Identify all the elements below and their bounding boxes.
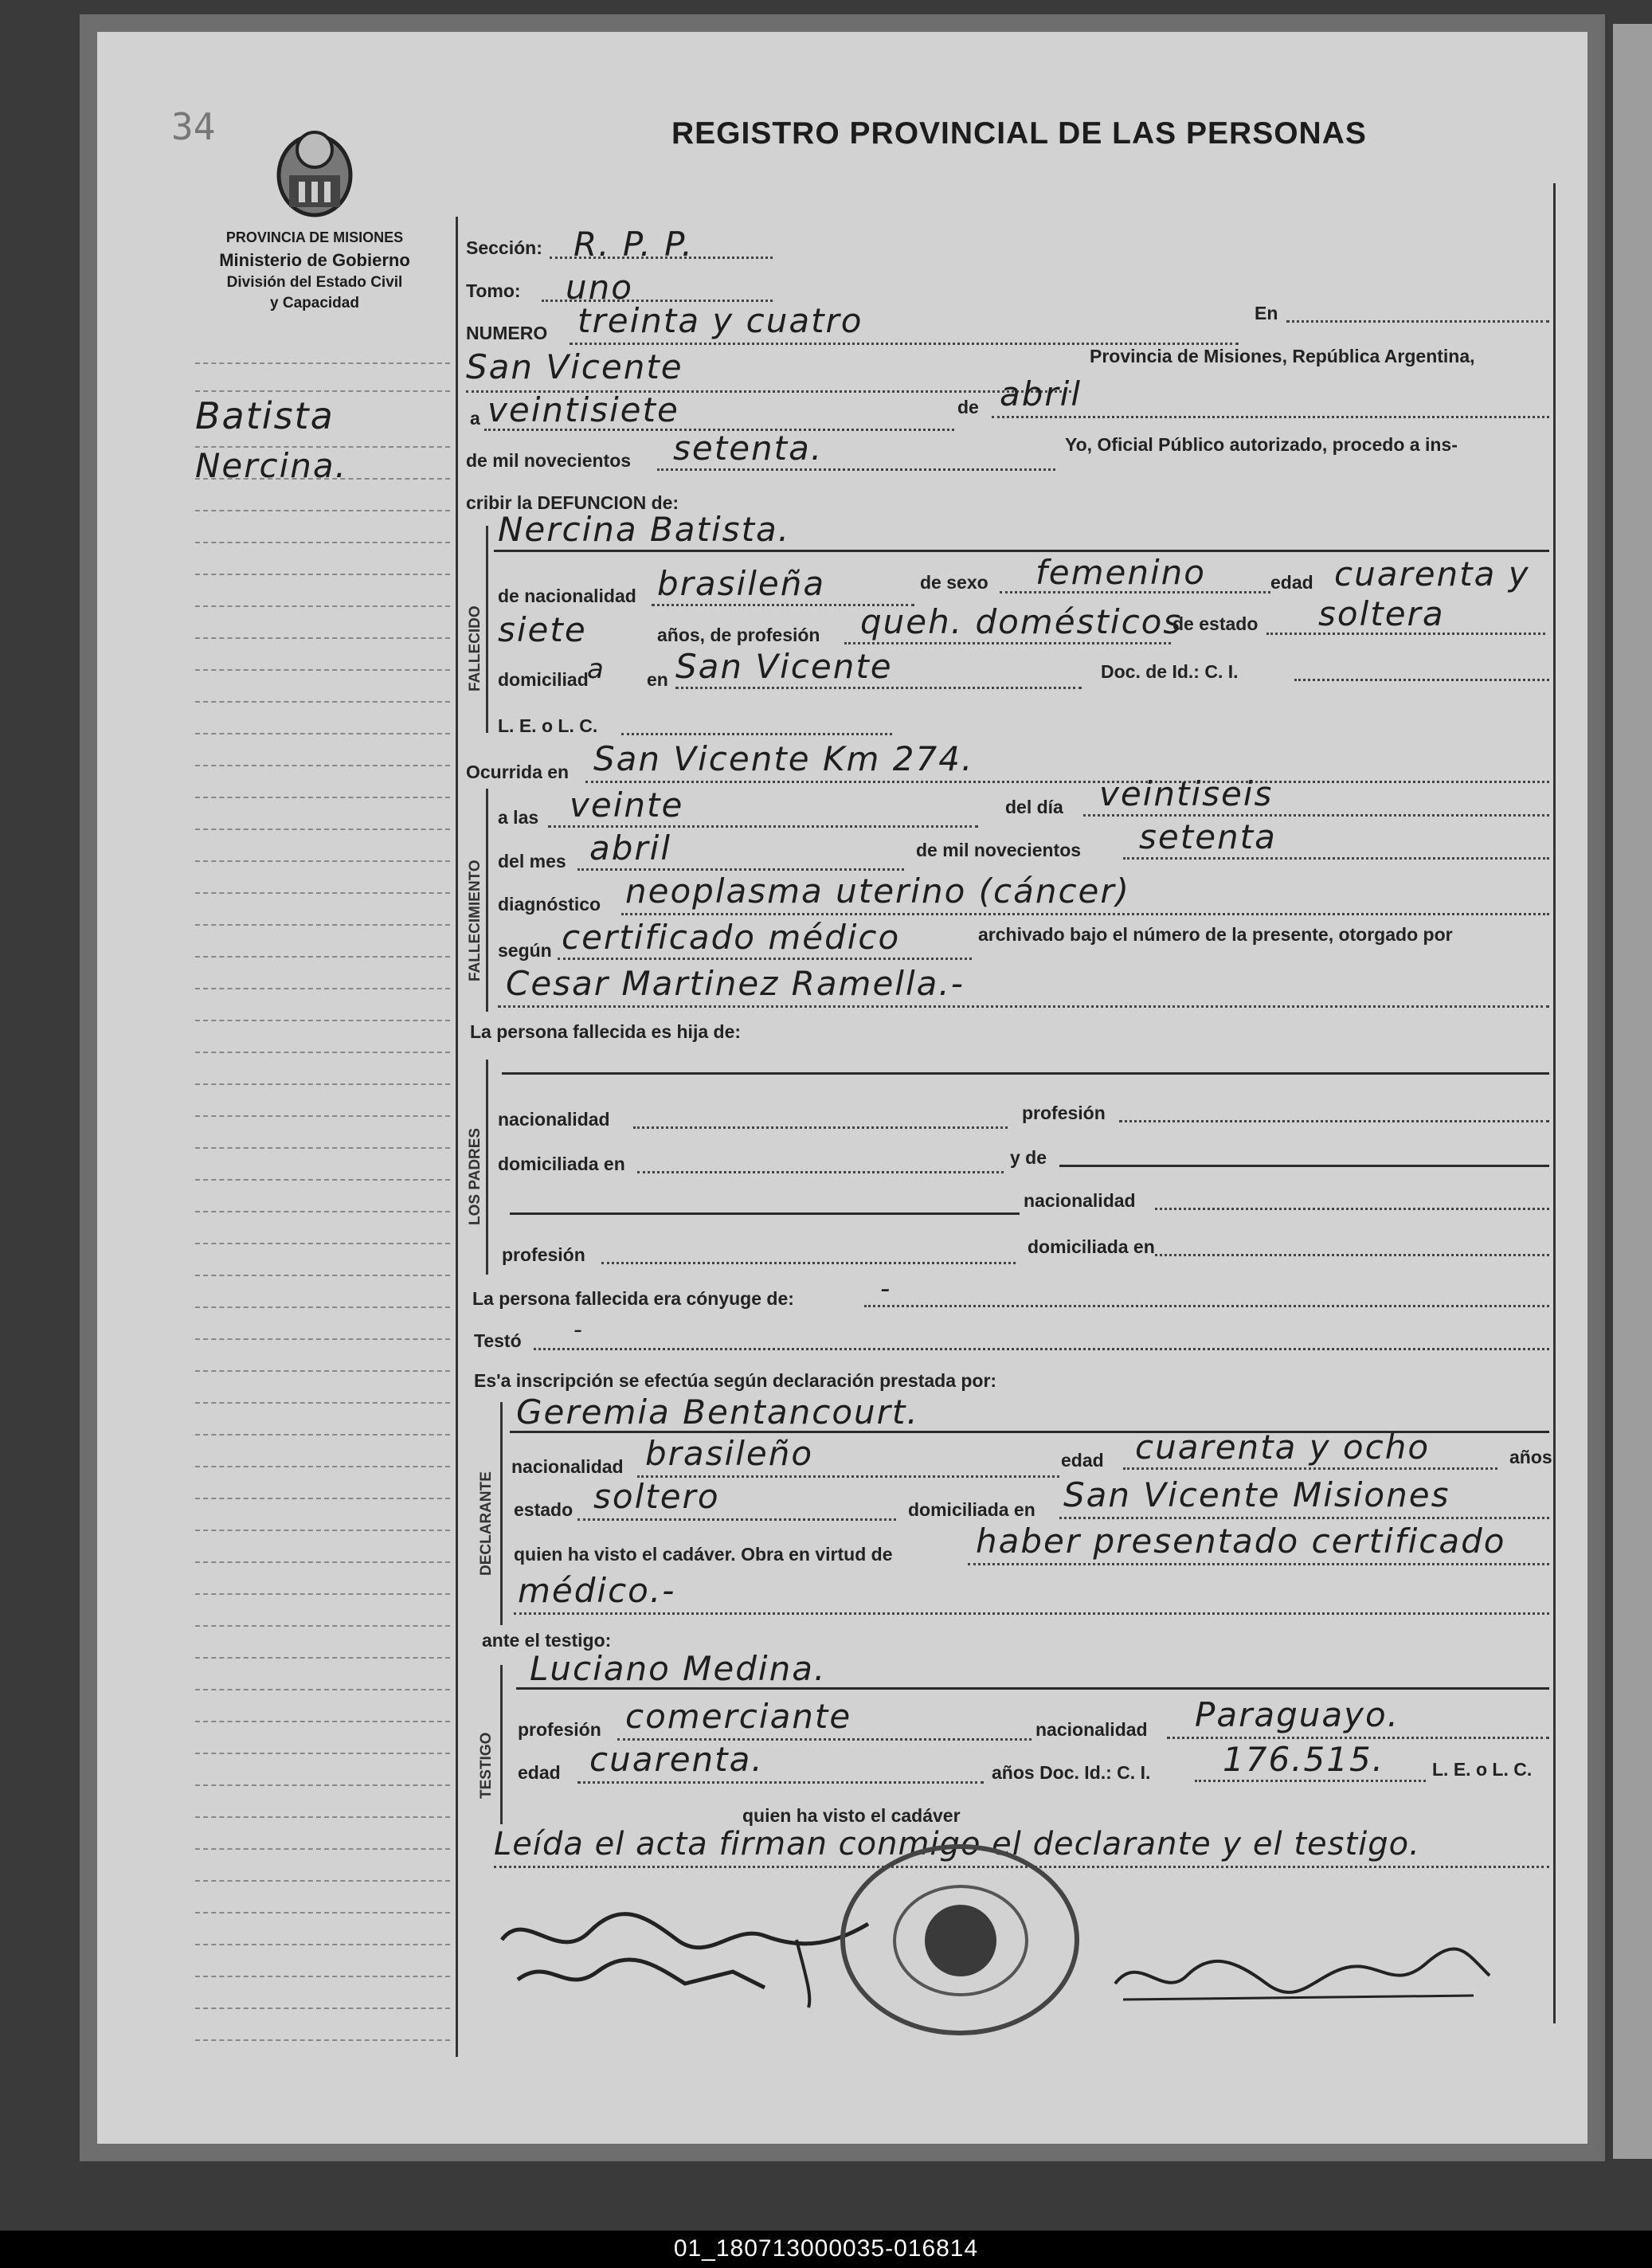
numero-value: treinta y cuatro — [577, 301, 863, 340]
ocurrida-label: Ocurrida en — [466, 762, 570, 782]
numero-label: NUMERO — [466, 323, 548, 343]
edad-value-2: siete — [498, 610, 587, 649]
test-doc-label: años Doc. Id.: C. I. — [992, 1762, 1151, 1783]
doc-id-label: Doc. de Id.: C. I. — [1101, 661, 1239, 682]
decl-nacionalidad-label: nacionalidad — [511, 1456, 624, 1477]
anio-fall-value: setenta — [1139, 817, 1277, 856]
decl-edad-label: edad — [1061, 1450, 1104, 1471]
diagnostico-label: diagnóstico — [498, 894, 601, 915]
tomo-value: uno — [566, 268, 633, 307]
domicilio-value: San Vicente — [675, 647, 893, 686]
test-edad-label: edad — [518, 1762, 561, 1783]
decl-estado-value: soltero — [593, 1477, 720, 1516]
caption-bar — [0, 2231, 1652, 2268]
decl-edad-value: cuarenta y ocho — [1135, 1428, 1431, 1467]
fallecimiento-bracket — [486, 789, 488, 1012]
sexo-label: de sexo — [920, 572, 988, 593]
test-ci-value: 176.515. — [1223, 1740, 1385, 1779]
lugar-value: San Vicente — [466, 347, 683, 386]
header-ministry: Ministerio de Gobierno — [219, 250, 410, 270]
decl-domicilio-label: domiciliada en — [908, 1499, 1035, 1520]
visto2-label: quien ha visto el cadáver — [742, 1805, 961, 1826]
mes-fall-value: abril — [589, 828, 672, 868]
hora-value: veinte — [570, 785, 684, 825]
cribir-label: cribir la DEFUNCION de: — [466, 492, 679, 513]
test-nacionalidad-label: nacionalidad — [1035, 1719, 1148, 1740]
hora-label: a las — [498, 807, 539, 828]
nacionalidad-label: de nacionalidad — [498, 586, 636, 606]
cierre-text: Leída el acta firman conmigo el declarante y el testigo. — [494, 1826, 1420, 1863]
header-division: División del Estado Civil — [226, 274, 403, 291]
seccion-label: Sección: — [466, 237, 542, 258]
dia-fall-value: veintiseis — [1099, 774, 1274, 813]
form-right-border — [1553, 183, 1556, 2023]
medico-value: Cesar Martinez Ramella.- — [506, 964, 965, 1003]
testigo-nombre: Luciano Medina. — [530, 1649, 827, 1688]
nacionalidad-value: brasileña — [657, 564, 826, 603]
fallecido-nombre: Nercina Batista. — [498, 510, 791, 549]
mes-value: abril — [1000, 374, 1082, 413]
province-crest-icon — [267, 119, 362, 223]
testo-value: - — [574, 1316, 584, 1344]
tomo-label: Tomo: — [466, 280, 521, 301]
provincia-label: Provincia de Misiones, República Argentina, — [1090, 346, 1475, 366]
segun-label: según — [498, 940, 552, 961]
domicilio-en-label: en — [647, 669, 668, 690]
declarante-side-label: DECLARANTE — [478, 1471, 495, 1576]
fallecido-bracket — [486, 526, 488, 733]
de-mil-label: de mil novecientos — [466, 450, 632, 471]
testo-label: Testó — [474, 1330, 522, 1351]
test-profesion-value: comerciante — [625, 1697, 852, 1736]
mes-label: del mes — [498, 851, 566, 872]
mil-label: de mil novecientos — [916, 840, 1082, 860]
a-label: a — [470, 408, 480, 429]
conyuge-label: La persona fallecida era cónyuge de: — [472, 1288, 794, 1309]
decl-estado-label: estado — [514, 1499, 574, 1520]
testigo-side-label: TESTIGO — [478, 1732, 495, 1799]
domiciliad-suffix: a — [587, 653, 605, 685]
test-edad-value: cuarenta. — [589, 1740, 764, 1779]
declarante-bracket — [500, 1402, 503, 1625]
hija-de-label: La persona fallecida es hija de: — [470, 1021, 742, 1042]
padre-nacionalidad-label: nacionalidad — [498, 1109, 610, 1130]
form-left-border — [456, 217, 458, 2057]
madre-profesion-label: profesión — [502, 1244, 585, 1265]
diagnostico-value: neoplasma uterino (cáncer) — [625, 872, 1131, 911]
official-seal-icon — [840, 1844, 1079, 2035]
profesion-label: años, de profesión — [657, 625, 820, 645]
estado-value: soltera — [1318, 594, 1445, 633]
anio-value: setenta. — [673, 429, 824, 468]
declarante-nombre: Geremia Bentancourt. — [516, 1393, 919, 1432]
margin-surname: Batista — [195, 394, 335, 437]
madre-nacionalidad-label: nacionalidad — [1024, 1190, 1136, 1211]
official-signature-icon — [1107, 1928, 1505, 2015]
sexo-value: femenino — [1035, 553, 1206, 592]
dia-label: del día — [1005, 797, 1063, 817]
declaracion-label: Es'a inscripción se efectúa según declaración prestada por: — [474, 1370, 997, 1391]
fallecido-side-label: FALLECIDO — [467, 605, 483, 691]
padre-domicilio-label: domiciliada en — [498, 1154, 625, 1174]
decl-domicilio-value: San Vicente Misiones — [1063, 1475, 1450, 1514]
edad-label: edad — [1270, 572, 1313, 593]
header-capacity: y Capacidad — [270, 295, 359, 311]
fallecimiento-side-label: FALLECIMIENTO — [467, 860, 483, 981]
padres-bracket — [486, 1060, 488, 1275]
margin-given-name: Nercina. — [195, 446, 347, 485]
header-province: PROVINCIA DE MISIONES — [225, 229, 404, 245]
en-label: En — [1255, 303, 1278, 323]
edad-value-1: cuarenta y — [1334, 554, 1530, 593]
testigo-bracket — [500, 1665, 503, 1824]
ocurrida-value: San Vicente Km 274. — [593, 739, 974, 778]
seccion-value: R. P. P. — [574, 225, 695, 264]
padre-profesion-label: profesión — [1022, 1103, 1106, 1123]
y-de-label: y de — [1010, 1147, 1047, 1168]
profesion-value: queh. domésticos — [860, 602, 1183, 641]
conyuge-value: - — [880, 1273, 892, 1305]
decl-nacionalidad-value: brasileño — [645, 1434, 814, 1473]
padres-side-label: LOS PADRES — [467, 1127, 483, 1225]
domiciliad-label: domiciliad — [498, 669, 589, 690]
image-caption: 01_180713000035-016814 — [673, 2235, 979, 2262]
ante-testigo-label: ante el testigo: — [482, 1630, 612, 1651]
segun-value: certificado médico — [562, 918, 901, 957]
obra-value: haber presentado certificado — [976, 1522, 1506, 1561]
next-page-edge — [1613, 24, 1652, 2159]
oficial-label: Yo, Oficial Público autorizado, procedo a ins- — [1065, 434, 1458, 455]
madre-domicilio-label: domiciliada en — [1028, 1236, 1155, 1257]
dia-value: veintisiete — [487, 390, 679, 429]
decl-anos-label: años — [1509, 1447, 1552, 1467]
archivado-label: archivado bajo el número de la presente, otorgado por — [978, 924, 1453, 945]
test-le-lc-label: L. E. o L. C. — [1432, 1759, 1533, 1780]
estado-label: de estado — [1172, 613, 1259, 634]
page-number: 34 — [171, 105, 216, 148]
test-profesion-label: profesión — [518, 1719, 601, 1740]
visto-label: quien ha visto el cadáver. Obra en virtud de — [514, 1544, 893, 1565]
test-nacionalidad-value: Paraguayo. — [1195, 1695, 1400, 1734]
de-label: de — [957, 397, 979, 417]
page-title: REGISTRO PROVINCIAL DE LAS PERSONAS — [671, 116, 1367, 151]
obra-value-2: médico.- — [518, 1571, 676, 1610]
le-lc-label: L. E. o L. C. — [498, 715, 598, 736]
